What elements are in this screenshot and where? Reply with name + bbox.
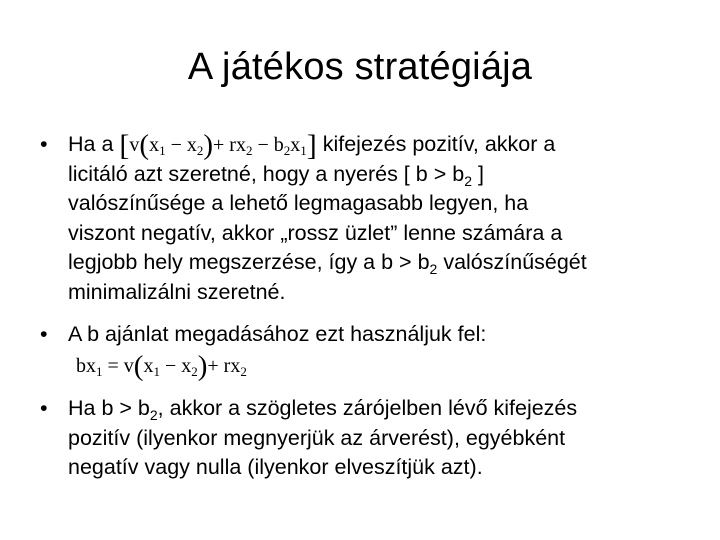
bullet-2 <box>40 320 690 350</box>
bullet-1-text-pre: Ha a <box>68 132 120 156</box>
bullet-1-line-1 <box>40 130 690 160</box>
bullet-dot: • <box>40 322 48 346</box>
bullet-3 <box>40 394 690 483</box>
bullet-1 <box>40 130 690 307</box>
bullet-1-line-3: valószínűsége a lehető legmagasabb legyen, ha <box>68 191 529 215</box>
bullet-1-line-4: viszont negatív, akkor „rossz üzlet” lenne számára a <box>68 220 563 245</box>
bullet-1-line-5: legjobb hely megszerzése, így a $b > b_2$ valószínűségét <box>68 250 587 277</box>
bullet-1-text-post: kifejezés pozitív, akkor a <box>316 132 556 156</box>
bullet-1-line-6: minimalizálni szeretné. <box>68 279 286 304</box>
bullet-2-line-1: • A b ajánlat megadásához ezt használjuk fel: <box>40 320 690 350</box>
bullet-3-line-1: • Ha $b > b_2$, akkor a szögletes zárójelben lévő kifejezés <box>40 396 578 423</box>
bullet-3-line-3: negatív vagy nulla (ilyenkor elveszítjük azt). <box>68 455 483 479</box>
bullet-1-line-2: licitáló azt szeretné, hogy a nyerés [ $b > b_2$ ] <box>68 161 484 189</box>
formula-expression: $[v(x_1 - x_2)+ rx_2 - b_2x_1]$ <box>119 129 317 162</box>
bullet-3-line-2: pozitív (ilyenkor megnyerjük az árverést), egyébként <box>68 425 566 450</box>
bid-formula: $bx_1 = v(x_1 - x_2)+ rx_2$ <box>76 350 247 382</box>
slide-title: A játékos stratégiája <box>187 46 533 88</box>
bullet-dot: • <box>40 396 48 420</box>
bullet-dot: • <box>40 132 48 156</box>
